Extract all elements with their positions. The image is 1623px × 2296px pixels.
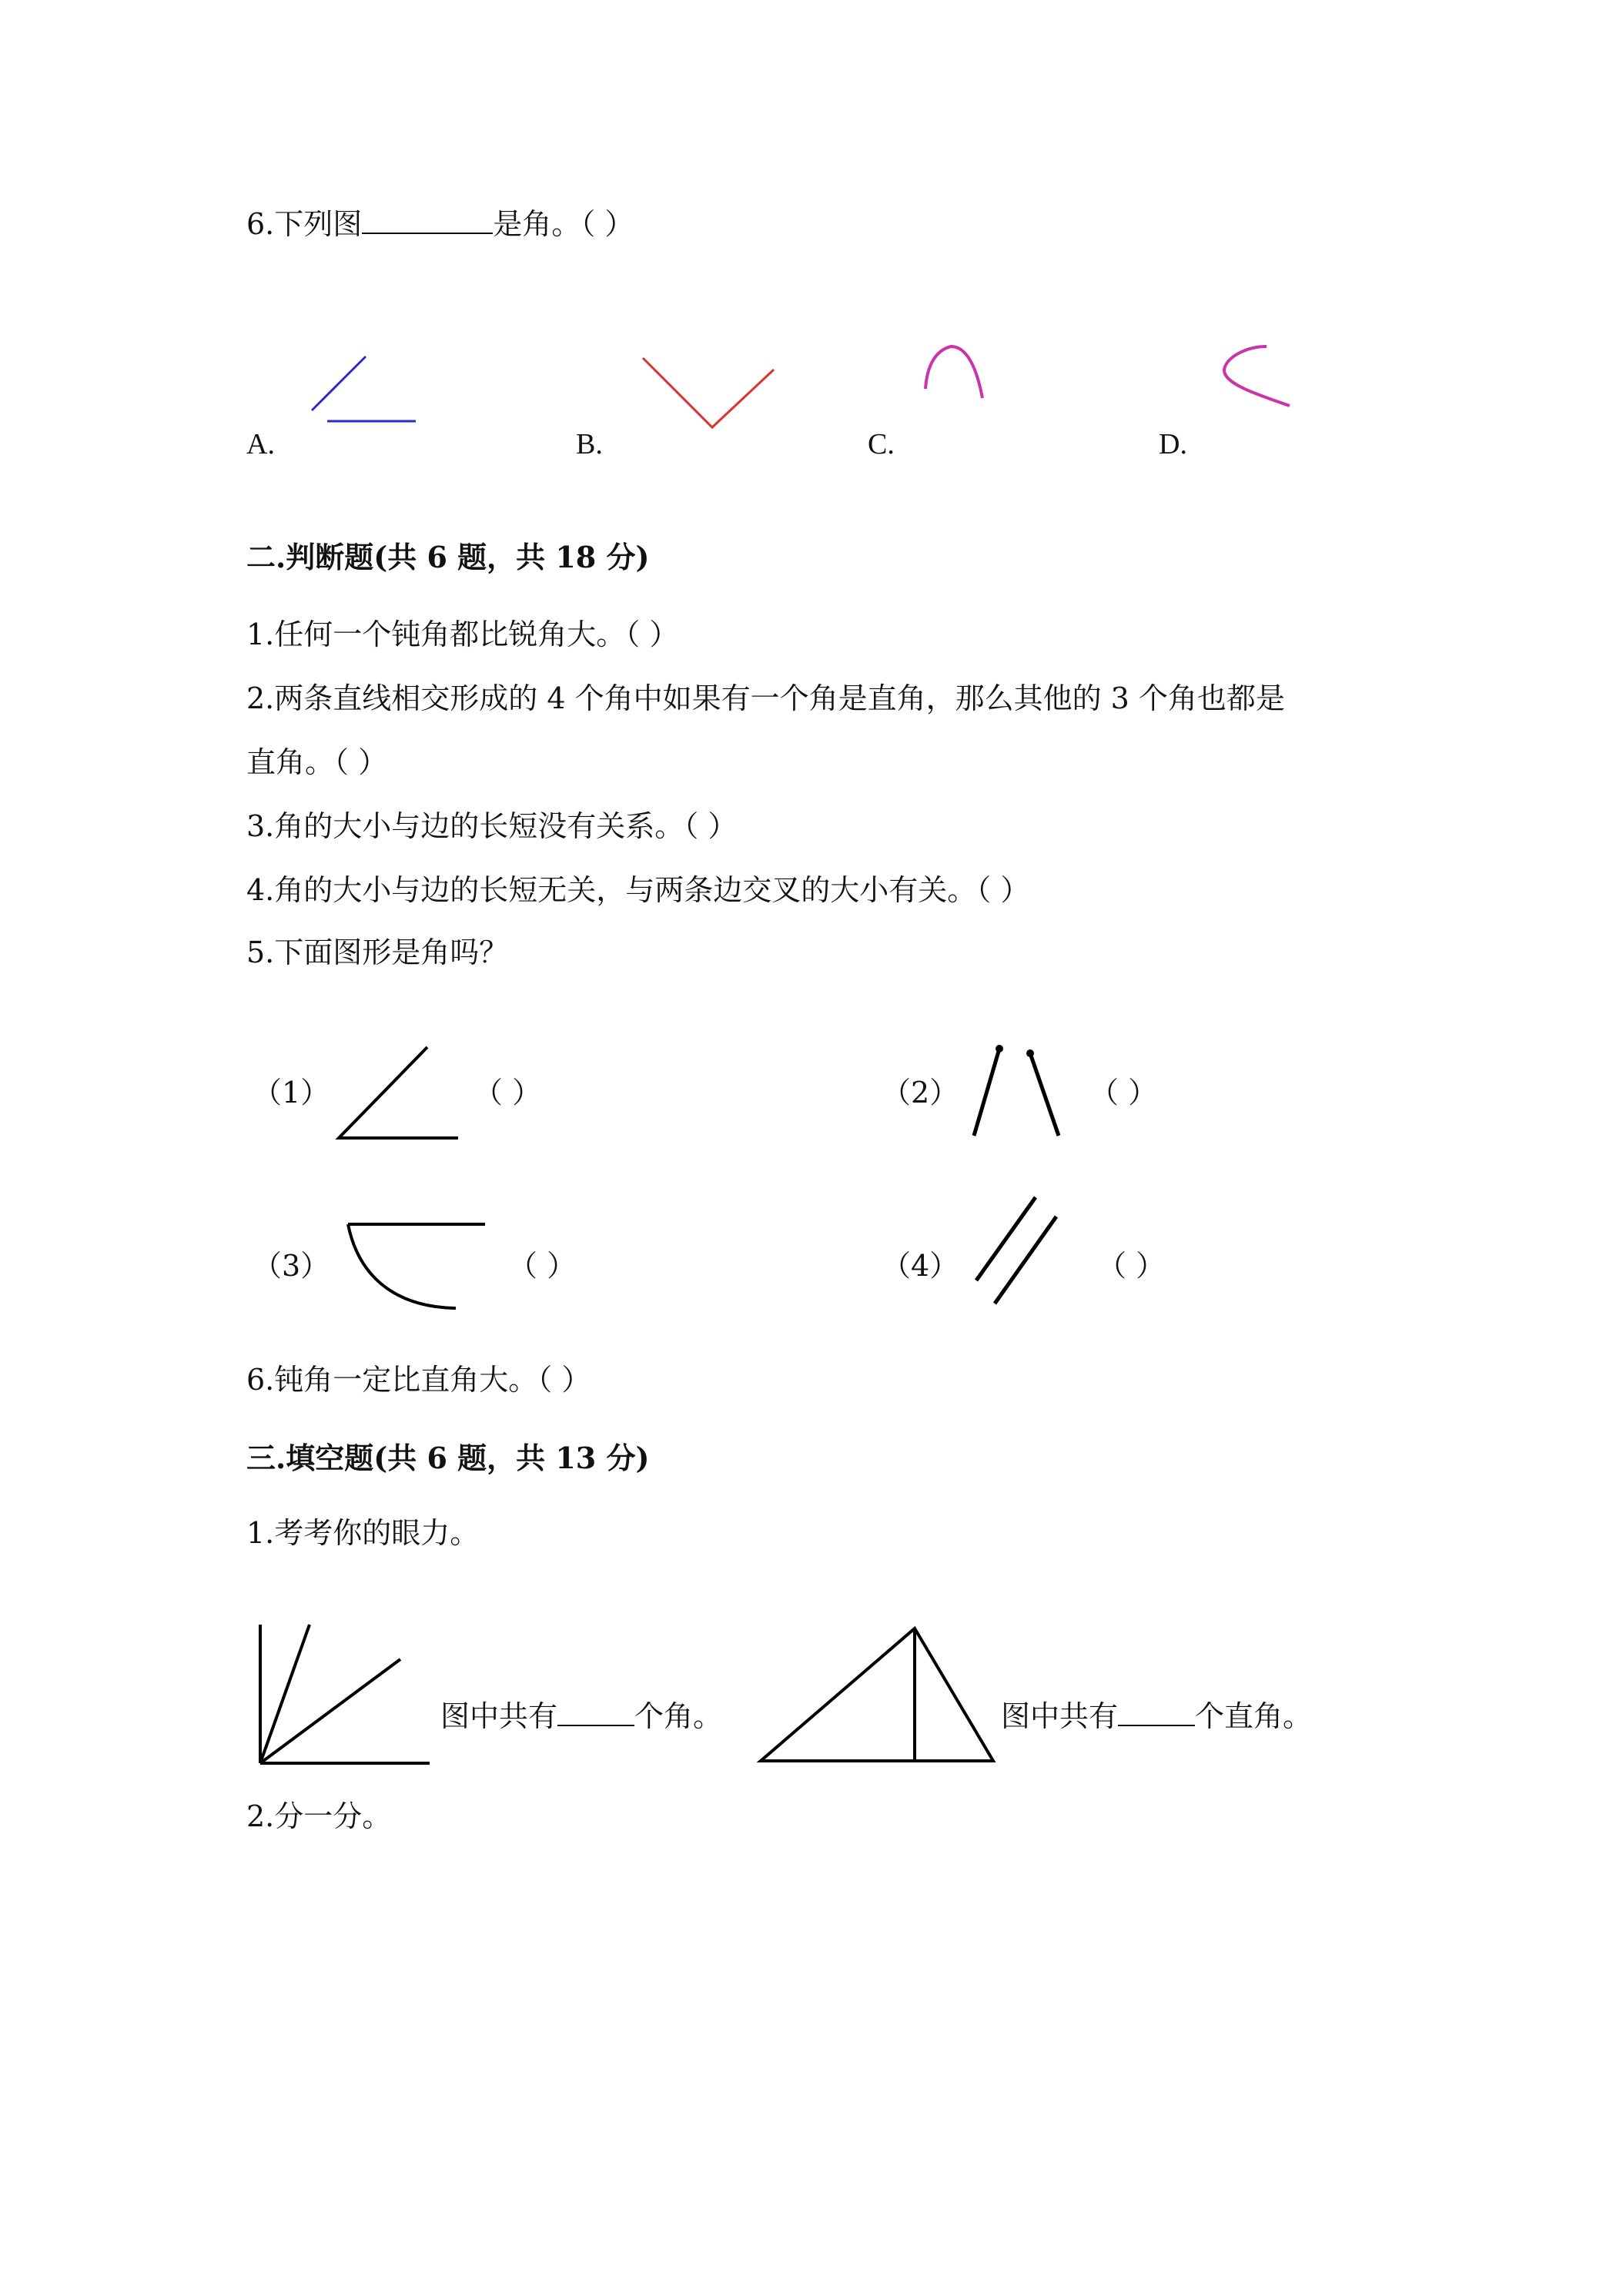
section-3-question-1: 1.考考你的眼力。 xyxy=(246,1516,480,1550)
option-a-slant-line xyxy=(312,356,366,410)
option-b-angle xyxy=(643,358,774,427)
section-2-heading: 二.判断题(共 6 题，共 18 分) xyxy=(246,540,650,574)
section-3-question-2: 2.分一分。 xyxy=(246,1799,392,1833)
q5-item-2-figure xyxy=(962,1039,1070,1147)
option-c-curve xyxy=(925,346,982,398)
section-2-question-6: 6.钝角一定比直角大。（ ） xyxy=(246,1363,591,1397)
section-2-question-5: 5.下面图形是角吗？ xyxy=(246,935,509,969)
option-d-curve xyxy=(1224,346,1290,406)
fill-question-1 xyxy=(440,1699,723,1733)
fill-question-1-suffix: 个角。 xyxy=(634,1699,723,1733)
right-angle-count-blank[interactable] xyxy=(1118,1702,1195,1726)
q5-item-4-line-1 xyxy=(976,1197,1036,1280)
q5-item-3-paren[interactable]: （ ） xyxy=(508,1249,577,1283)
option-c-figure xyxy=(916,335,1016,412)
question-6-prefix: 6.下列图 xyxy=(246,207,363,241)
q5-item-4-paren[interactable]: （ ） xyxy=(1097,1249,1166,1283)
answer-blank[interactable] xyxy=(362,209,493,234)
q5-item-3-curve xyxy=(348,1224,456,1308)
q5-item-3-label: （3） xyxy=(253,1249,330,1283)
triangle-figure xyxy=(755,1621,1001,1775)
angles-fan-figure xyxy=(246,1613,439,1767)
q5-item-1-paren[interactable]: （ ） xyxy=(474,1076,542,1110)
section-2-question-2-line-1: 2.两条直线相交形成的 4 个角中如果有一个角是直角，那么其他的 3 个角也都是 xyxy=(246,681,1285,715)
q5-item-4-figure xyxy=(962,1190,1070,1313)
q5-item-4-line-2 xyxy=(995,1217,1056,1304)
q5-item-2-right-ray xyxy=(1030,1053,1059,1136)
section-3-heading: 三.填空题(共 6 题，共 13 分) xyxy=(246,1441,650,1475)
fill-question-2-suffix: 个直角。 xyxy=(1195,1699,1313,1733)
q5-item-1-label: （1） xyxy=(253,1076,330,1110)
q5-item-2-paren[interactable]: （ ） xyxy=(1089,1076,1158,1110)
fill-question-2-prefix: 图中共有 xyxy=(1001,1699,1119,1733)
q5-item-2-label: （2） xyxy=(882,1076,959,1110)
option-a-figure xyxy=(300,350,423,427)
fill-question-1-prefix: 图中共有 xyxy=(440,1699,558,1733)
q5-item-3-figure xyxy=(339,1213,493,1320)
fan-shallow-ray xyxy=(260,1659,400,1763)
section-2-question-3: 3.角的大小与边的长短没有关系。（ ） xyxy=(246,809,738,843)
option-c-label[interactable]: C. xyxy=(868,428,895,460)
q5-item-1-figure xyxy=(331,1039,462,1147)
q5-item-2-left-ray xyxy=(974,1049,999,1136)
option-d-label[interactable]: D. xyxy=(1159,428,1187,460)
triangle-outline xyxy=(761,1628,993,1761)
section-2-question-1: 1.任何一个钝角都比锐角大。（ ） xyxy=(246,618,679,651)
question-6-line xyxy=(246,209,634,239)
q5-item-2-left-dot xyxy=(996,1045,1003,1053)
question-6-suffix: 是角。（ ） xyxy=(493,207,634,241)
q5-item-4-label: （4） xyxy=(882,1249,959,1283)
angle-count-blank[interactable] xyxy=(557,1702,634,1726)
q5-item-2-right-dot xyxy=(1026,1049,1034,1057)
fill-question-2 xyxy=(1001,1699,1313,1733)
section-2-question-2-line-2: 直角。（ ） xyxy=(246,745,388,779)
q5-item-1-angle xyxy=(339,1047,458,1138)
fan-steep-ray xyxy=(260,1625,310,1763)
option-a-label[interactable]: A. xyxy=(246,428,275,460)
option-d-figure xyxy=(1205,335,1305,412)
option-b-figure xyxy=(635,350,781,435)
section-2-question-4: 4.角的大小与边的长短无关，与两条边交叉的大小有关。（ ） xyxy=(246,873,1030,907)
option-b-label[interactable]: B. xyxy=(576,428,603,460)
